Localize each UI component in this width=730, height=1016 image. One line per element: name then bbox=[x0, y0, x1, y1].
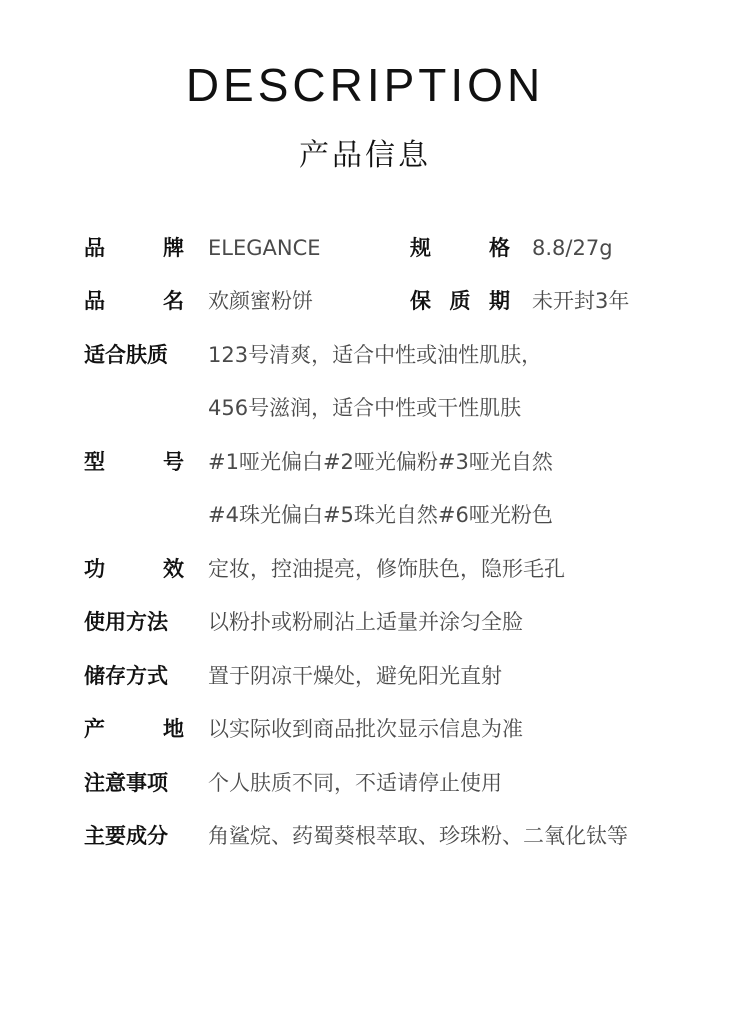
title-chinese: 产品信息 bbox=[299, 138, 431, 173]
origin-label: 产 地 bbox=[84, 717, 184, 741]
effect-value: 定妆，控油提亮，修饰肤色，隐形毛孔 bbox=[208, 557, 565, 581]
model-label: 型 号 bbox=[84, 450, 184, 474]
title-english: DESCRIPTION bbox=[185, 59, 545, 111]
shelf-life-value: 未开封3年 bbox=[532, 289, 630, 313]
brand-label: 品 牌 bbox=[84, 236, 184, 260]
skin-type-value-1: 123号清爽，适合中性或油性肌肤， bbox=[208, 343, 543, 367]
usage-label: 使用方法 bbox=[84, 610, 168, 634]
name-value: 欢颜蜜粉饼 bbox=[208, 289, 313, 313]
model-value-2: #4珠光偏白#5珠光自然#6哑光粉色 bbox=[208, 503, 553, 527]
notice-label: 注意事项 bbox=[84, 771, 168, 795]
shelf-life-label: 保 质 期 bbox=[410, 289, 510, 313]
brand-value: ELEGANCE bbox=[208, 236, 321, 260]
skin-type-label: 适合肤质 bbox=[84, 343, 168, 367]
model-value-1: #1哑光偏白#2哑光偏粉#3哑光自然 bbox=[208, 450, 553, 474]
spec-value: 8.8/27g bbox=[532, 236, 613, 260]
origin-value: 以实际收到商品批次显示信息为准 bbox=[208, 717, 523, 741]
notice-value: 个人肤质不同，不适请停止使用 bbox=[208, 771, 502, 795]
ingredients-value: 角鲨烷、药蜀葵根萃取、珍珠粉、二氧化钛等 bbox=[208, 824, 628, 848]
spec-label: 规 格 bbox=[410, 236, 510, 260]
storage-value: 置于阴凉干燥处，避免阳光直射 bbox=[208, 664, 502, 688]
effect-label: 功 效 bbox=[84, 557, 184, 581]
name-label: 品 名 bbox=[84, 289, 184, 313]
skin-type-value-2: 456号滋润，适合中性或干性肌肤 bbox=[208, 396, 522, 420]
storage-label: 储存方式 bbox=[84, 664, 168, 688]
ingredients-label: 主要成分 bbox=[84, 824, 168, 848]
usage-value: 以粉扑或粉刷沾上适量并涂匀全脸 bbox=[208, 610, 523, 634]
